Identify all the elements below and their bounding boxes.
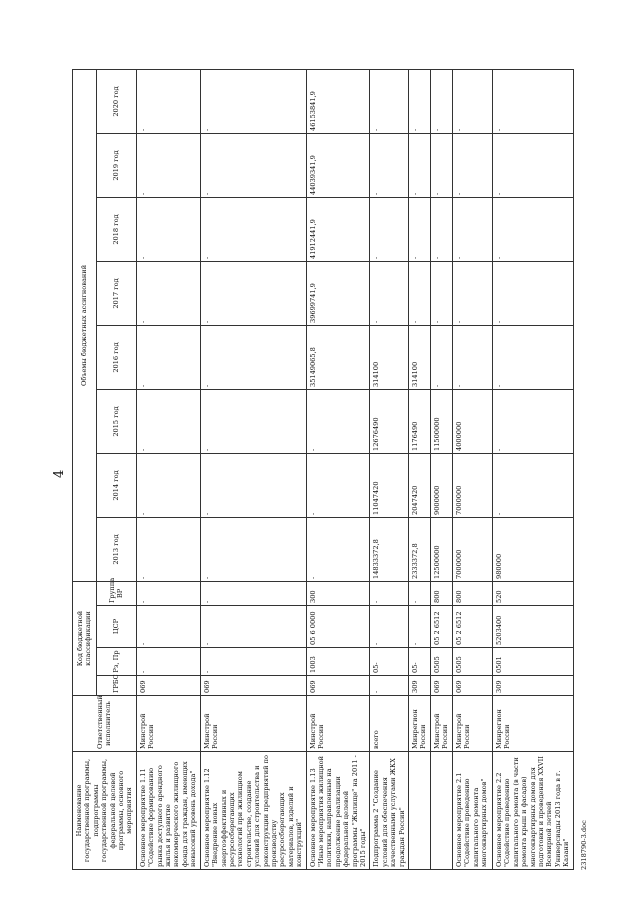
row-name: [409, 752, 431, 870]
table-row: [453, 69, 493, 869]
row-code: -: [200, 581, 306, 605]
row-code: 300: [306, 581, 370, 605]
row-value: -: [409, 197, 431, 261]
header-code: Рз, Пр: [96, 648, 136, 676]
row-executor: Минстрой России: [453, 696, 493, 752]
row-code: 0501: [493, 648, 574, 676]
row-value: 12676490: [370, 389, 409, 453]
row-value: -: [136, 325, 200, 389]
row-code: 05-: [370, 648, 409, 676]
row-code: -: [409, 606, 431, 648]
row-value: -: [453, 261, 493, 325]
row-name: Основное мероприятие 1.11 "Содействие формированию рынка доступного арендного жилья и развитие некоммерческого жилищного фонда для граждан, имеющих невысокий уровень дохода": [136, 752, 200, 870]
header-year: 2016 год: [96, 325, 136, 389]
header-year: 2014 год: [96, 453, 136, 517]
row-code: 069: [453, 676, 493, 696]
row-value: -: [136, 133, 200, 197]
row-value: -: [493, 453, 574, 517]
row-code: -: [370, 606, 409, 648]
row-code: 5203400: [493, 606, 574, 648]
row-value: -: [200, 389, 306, 453]
row-code: 069: [136, 676, 200, 696]
table-row: [431, 69, 453, 869]
row-value: -: [409, 69, 431, 133]
header-code: ГРБС: [96, 676, 136, 696]
row-code: -: [136, 581, 200, 605]
row-value: -: [493, 197, 574, 261]
row-code: 05 2 6512: [453, 606, 493, 648]
row-value: 44039341,9: [306, 133, 370, 197]
row-value: -: [493, 261, 574, 325]
row-code: 069: [200, 676, 306, 696]
row-value: -: [200, 133, 306, 197]
row-executor: Минстрой России: [136, 696, 200, 752]
row-code: 1003: [306, 648, 370, 676]
row-value: -: [493, 325, 574, 389]
row-value: 12500000: [431, 517, 453, 581]
row-value: 11500000: [431, 389, 453, 453]
row-value: -: [453, 69, 493, 133]
row-code: -: [200, 606, 306, 648]
header-code: Группа ВР: [96, 581, 136, 605]
header-volumes-group: Объемы бюджетных ассигнований: [73, 69, 97, 581]
row-value: 7000000: [453, 453, 493, 517]
row-value: -: [136, 389, 200, 453]
row-value: -: [136, 69, 200, 133]
row-code: 069: [431, 676, 453, 696]
row-value: -: [493, 69, 574, 133]
row-value: -: [370, 69, 409, 133]
row-value: -: [431, 133, 453, 197]
row-value: -: [370, 261, 409, 325]
rotated-document: [50, 70, 590, 870]
row-code: -: [136, 648, 200, 676]
table-row: [306, 69, 370, 869]
row-value: 2333372,8: [409, 517, 431, 581]
row-value: -: [306, 517, 370, 581]
row-code: -: [370, 676, 409, 696]
header-name: Наименование государственной программы, подпрограммы государственной программы, федеральной целевой программы, основного мероприятия: [73, 752, 137, 870]
row-value: -: [200, 261, 306, 325]
row-value: -: [136, 261, 200, 325]
row-code: 05 2 6512: [431, 606, 453, 648]
row-code: 800: [431, 581, 453, 605]
row-value: -: [453, 197, 493, 261]
table-row: [136, 69, 200, 869]
row-value: 14833372,8: [370, 517, 409, 581]
row-value: -: [136, 517, 200, 581]
header-year: 2019 год: [96, 133, 136, 197]
row-code: -: [370, 581, 409, 605]
row-value: 980000: [493, 517, 574, 581]
table-row: [409, 69, 431, 869]
header-year: 2020 год: [96, 69, 136, 133]
budget-table: [72, 69, 574, 870]
row-value: -: [431, 69, 453, 133]
row-code: 520: [493, 581, 574, 605]
row-executor: всего: [370, 696, 409, 752]
header-year: 2015 год: [96, 389, 136, 453]
row-value: 41912441,9: [306, 197, 370, 261]
row-code: 05 6 0000: [306, 606, 370, 648]
row-executor: Минстрой России: [200, 696, 306, 752]
row-code: 0505: [431, 648, 453, 676]
row-value: 4000000: [453, 389, 493, 453]
row-executor: Минрегион России: [409, 696, 431, 752]
row-value: 314100: [370, 325, 409, 389]
row-value: -: [370, 133, 409, 197]
table-row: [493, 69, 574, 869]
header-year: 2017 год: [96, 261, 136, 325]
row-value: -: [431, 197, 453, 261]
row-value: 39699741,9: [306, 261, 370, 325]
row-code: 0505: [453, 648, 493, 676]
row-value: -: [136, 453, 200, 517]
row-value: 314100: [409, 325, 431, 389]
row-code: -: [409, 581, 431, 605]
row-value: 11047420: [370, 453, 409, 517]
row-code: -: [200, 648, 306, 676]
row-executor: Минстрой России: [431, 696, 453, 752]
table-row: [200, 69, 306, 869]
row-executor: Минстрой России: [306, 696, 370, 752]
row-value: -: [200, 197, 306, 261]
row-value: -: [200, 325, 306, 389]
table-body: [136, 69, 573, 869]
row-value: -: [493, 133, 574, 197]
row-value: 46153841,9: [306, 69, 370, 133]
row-value: -: [200, 453, 306, 517]
row-value: -: [453, 133, 493, 197]
row-value: -: [431, 261, 453, 325]
row-value: 9000000: [431, 453, 453, 517]
row-value: -: [136, 197, 200, 261]
row-value: -: [370, 197, 409, 261]
row-code: -: [136, 606, 200, 648]
row-value: -: [200, 517, 306, 581]
row-value: 7000000: [453, 517, 493, 581]
row-name: Подпрограмма 2 "Создание условий для обеспечения качественными услугами ЖКХ граждан России": [370, 752, 409, 870]
row-code: 309: [409, 676, 431, 696]
row-name: Основное мероприятие 1.13 "Иные мероприятия жилищной политики, направленные на продолжение реализации федеральной целевой программы "Жилище" на 2011 - 2015 годы": [306, 752, 370, 870]
row-value: -: [200, 69, 306, 133]
row-value: -: [431, 325, 453, 389]
page-number: 4: [52, 469, 67, 478]
row-name: Основное мероприятие 2.2 "Содействие проведению капитального ремонта (в части ремонта крыш и фасадов) многоквартирных домов для подготовки и проведения XXVII Всемирной летней Универсиады 2013 года в г. Казани": [493, 752, 574, 870]
row-value: 35149065,8: [306, 325, 370, 389]
header-year: 2018 год: [96, 197, 136, 261]
row-name: Основное мероприятие 2.1 "Содействие проведению капитального ремонта многоквартирных домов": [453, 752, 493, 870]
footer-filename: 2318790-3.doc: [580, 820, 588, 870]
table-row: [370, 69, 409, 869]
row-value: -: [409, 133, 431, 197]
row-name: Основное мероприятие 1.12 "Внедрение новых энергоэффективных и ресурсосберегающих технологий при жилищном строительстве, создание условий для строительства и реконструкции предприятий по производству ресурсосберегающих материалов, изделий и конструкций": [200, 752, 306, 870]
header-code: ЦСР: [96, 606, 136, 648]
header-year: 2013 год: [96, 517, 136, 581]
row-name: [431, 752, 453, 870]
row-value: -: [306, 453, 370, 517]
row-value: -: [306, 389, 370, 453]
row-code: 800: [453, 581, 493, 605]
row-value: -: [453, 325, 493, 389]
header-row-1: [73, 69, 97, 869]
header-executor: Ответственный исполнитель: [73, 696, 137, 752]
row-value: 2047420: [409, 453, 431, 517]
header-codes-group: Код бюджетной классификации: [73, 581, 97, 695]
row-code: 05-: [409, 648, 431, 676]
row-value: -: [493, 389, 574, 453]
row-executor: Минрегион России: [493, 696, 574, 752]
row-value: -: [409, 261, 431, 325]
row-value: 1176490: [409, 389, 431, 453]
row-code: 069: [306, 676, 370, 696]
row-code: 309: [493, 676, 574, 696]
